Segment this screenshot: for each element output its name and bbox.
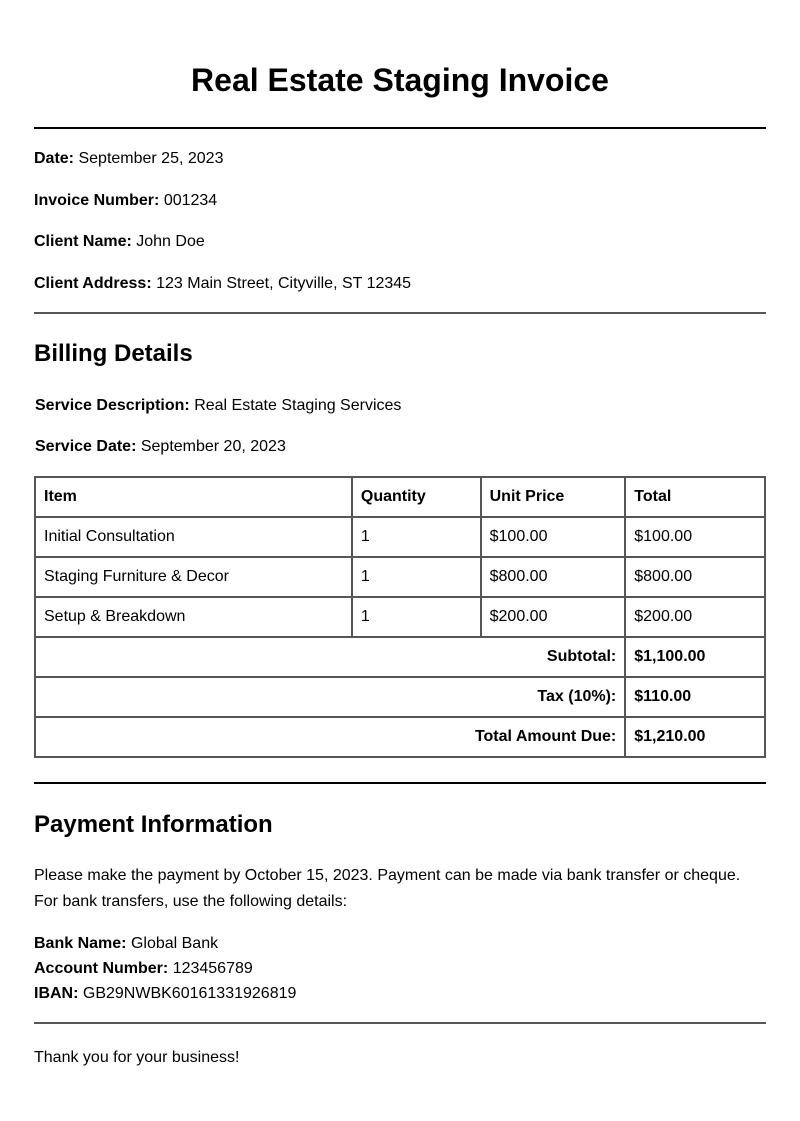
thank-you-note: Thank you for your business! xyxy=(34,1049,240,1066)
bank-details xyxy=(34,931,296,1006)
billing-table xyxy=(34,476,766,758)
bank-name-value: Global Bank xyxy=(130,935,219,952)
total-due-label: Total Amount Due: xyxy=(35,717,625,757)
tax-row xyxy=(35,677,765,717)
column-header-item: Item xyxy=(35,477,352,517)
service-date-value: September 20, 2023 xyxy=(140,438,286,455)
cell-unit-price: $200.00 xyxy=(481,597,626,637)
column-header-total: Total xyxy=(625,477,765,517)
payment-note-line: For bank transfers, use the following details: xyxy=(34,893,348,910)
invoice-date-label: Date: xyxy=(34,150,75,167)
table-row xyxy=(35,557,765,597)
billing-heading: Billing Details xyxy=(34,340,193,367)
table-row xyxy=(35,517,765,557)
client-address xyxy=(34,274,411,294)
invoice-date xyxy=(34,149,223,169)
divider xyxy=(34,1022,766,1024)
iban xyxy=(34,981,296,1006)
cell-quantity: 1 xyxy=(352,597,481,637)
table-row xyxy=(35,597,765,637)
cell-quantity: 1 xyxy=(352,557,481,597)
service-date-label: Service Date: xyxy=(35,438,137,455)
invoice-date-value: September 25, 2023 xyxy=(78,150,224,167)
subtotal-label: Subtotal: xyxy=(35,637,625,677)
bank-name xyxy=(34,931,296,956)
cell-total: $100.00 xyxy=(625,517,765,557)
service-description-label: Service Description: xyxy=(35,397,190,414)
account-number-label: Account Number: xyxy=(34,960,169,977)
client-name-value: John Doe xyxy=(136,233,205,250)
divider xyxy=(34,127,766,129)
payment-heading: Payment Information xyxy=(34,811,273,838)
client-name xyxy=(34,232,205,252)
cell-unit-price: $800.00 xyxy=(481,557,626,597)
cell-unit-price: $100.00 xyxy=(481,517,626,557)
total-due-value: $1,210.00 xyxy=(625,717,765,757)
cell-total: $800.00 xyxy=(625,557,765,597)
cell-total: $200.00 xyxy=(625,597,765,637)
cell-item: Initial Consultation xyxy=(35,517,352,557)
cell-quantity: 1 xyxy=(352,517,481,557)
table-header-row xyxy=(35,477,765,517)
service-date xyxy=(35,437,286,457)
cell-item: Setup & Breakdown xyxy=(35,597,352,637)
account-number-value: 123456789 xyxy=(172,960,253,977)
payment-note xyxy=(34,863,766,915)
account-number xyxy=(34,956,296,981)
bank-name-label: Bank Name: xyxy=(34,935,127,952)
iban-value: GB29NWBK60161331926819 xyxy=(82,985,297,1002)
client-address-label: Client Address: xyxy=(34,275,152,292)
client-address-value: 123 Main Street, Cityville, ST 12345 xyxy=(156,275,412,292)
tax-value: $110.00 xyxy=(625,677,765,717)
subtotal-row xyxy=(35,637,765,677)
page-title: Real Estate Staging Invoice xyxy=(191,62,609,98)
tax-label: Tax (10%): xyxy=(35,677,625,717)
total-row xyxy=(35,717,765,757)
payment-note-line: Please make the payment by October 15, 2023. Payment can be made via bank transfer or cheque. xyxy=(34,867,741,884)
client-name-label: Client Name: xyxy=(34,233,132,250)
iban-label: IBAN: xyxy=(34,985,79,1002)
divider xyxy=(34,782,766,784)
invoice-number xyxy=(34,191,217,211)
service-description-value: Real Estate Staging Services xyxy=(194,397,402,414)
cell-item: Staging Furniture & Decor xyxy=(35,557,352,597)
column-header-quantity: Quantity xyxy=(352,477,481,517)
subtotal-value: $1,100.00 xyxy=(625,637,765,677)
service-description xyxy=(35,396,401,416)
column-header-unit-price: Unit Price xyxy=(481,477,626,517)
invoice-number-value: 001234 xyxy=(163,192,218,209)
divider xyxy=(34,312,766,314)
invoice-number-label: Invoice Number: xyxy=(34,192,160,209)
